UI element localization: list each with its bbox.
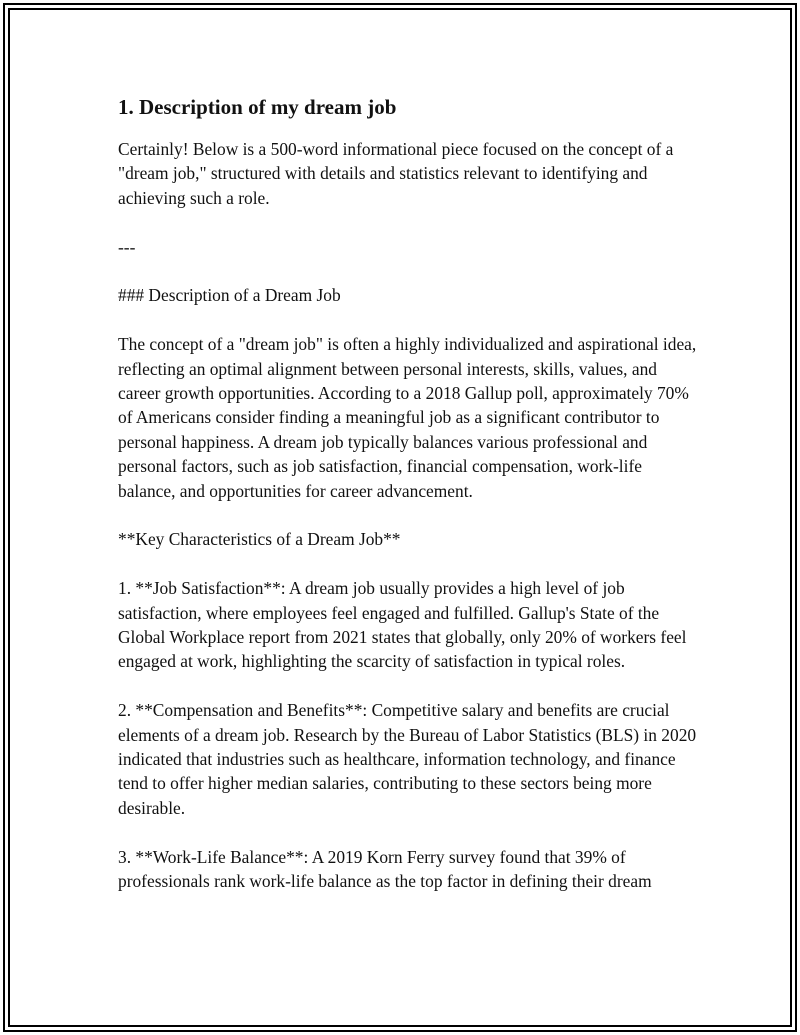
document-title: 1. Description of my dream job (118, 95, 397, 119)
characteristics-heading: **Key Characteristics of a Dream Job** (118, 529, 401, 550)
list-item-compensation: 2. **Compensation and Benefits**: Competitive salary and benefits are crucial elements of a dream job. Research by the Bureau of Labor Statistics (BLS) in 2020 indicated that industries such as healthcare, information technology, and finance tend to offer higher median salaries, contributing to these sectors being more desirable. (118, 700, 697, 818)
section-heading: ### Description of a Dream Job (118, 285, 341, 306)
intro-paragraph: Certainly! Below is a 500-word informational piece focused on the concept of a "dream job," structured with details and statistics relevant to identifying and achieving such a role. (118, 139, 674, 208)
document-body (118, 93, 698, 918)
list-item-work-life-balance: 3. **Work-Life Balance**: A 2019 Korn Ferry survey found that 39% of professionals rank work-life balance as the top factor in defining their dream (118, 846, 652, 892)
concept-paragraph: The concept of a "dream job" is often a highly individualized and aspirational idea, reflecting an optimal alignment between personal interests, skills, values, and career growth opportunities. According to a 2018 Gallup poll, approximately 70% of Americans consider finding a meaningful job as a significant contributor to personal happiness. A dream job typically balances various professional and personal factors, such as job satisfaction, financial compensation, work-life balance, and opportunities for career advancement. (118, 334, 697, 501)
separator-line: --- (118, 236, 136, 257)
list-item-job-satisfaction: 1. **Job Satisfaction**: A dream job usually provides a high level of job satisfaction, where employees feel engaged and fulfilled. Gallup's State of the Global Workplace report from 2021 states that globally, only 20% of workers feel engaged at work, highlighting the scarcity of satisfaction in typical roles. (118, 578, 687, 672)
